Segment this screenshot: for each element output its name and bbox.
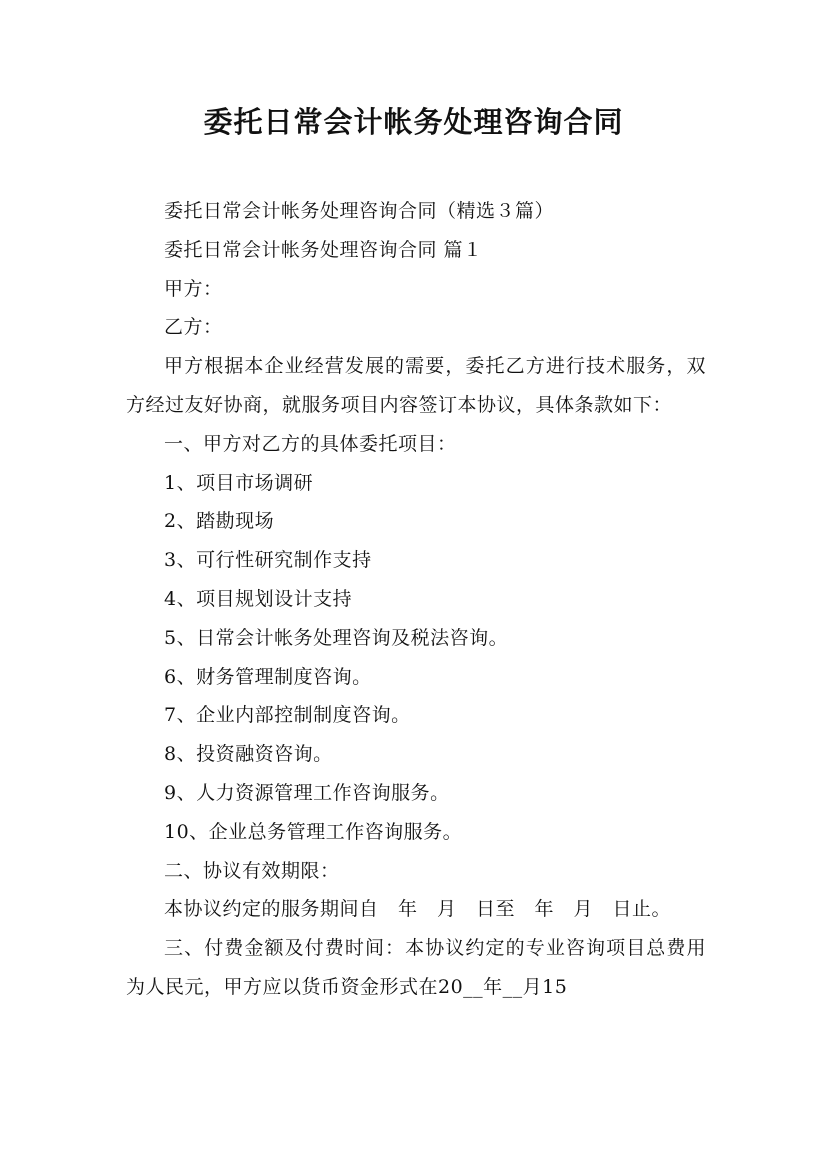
paragraph-preamble: 甲方根据本企业经营发展的需要，委托乙方进行技术服务，双方经过友好协商，就服务项目内容签订本协议，具体条款如下：: [126, 355, 706, 416]
paragraph-party-a: 甲方：: [164, 277, 223, 300]
paragraph-service-period: 本协议约定的服务期间自 年 月 日至 年 月 日止。: [164, 898, 672, 921]
list-item: 1、项目市场调研: [164, 471, 314, 494]
list-item: 10、企业总务管理工作咨询服务。: [164, 820, 463, 843]
document-title: 委托日常会计帐务处理咨询合同: [203, 105, 624, 139]
document-body: [126, 192, 706, 1007]
list-item: 8、投资融资咨询。: [164, 743, 333, 766]
list-item: 5、日常会计帐务处理咨询及税法咨询。: [164, 626, 509, 649]
list-item: 4、项目规划设计支持: [164, 587, 353, 610]
paragraph-clause-1-heading: 一、甲方对乙方的具体委托项目：: [164, 432, 457, 455]
paragraph-clause-2-heading: 二、协议有效期限：: [164, 859, 340, 882]
paragraph-party-b: 乙方：: [164, 316, 223, 339]
list-item: 9、人力资源管理工作咨询服务。: [164, 781, 450, 804]
paragraph-clause-3: 三、付费金额及付费时间：本协议约定的专业咨询项目总费用为人民元，甲方应以货币资金形式在20__年__月15: [126, 937, 706, 998]
list-item: 3、可行性研究制作支持: [164, 549, 372, 572]
paragraph-subtitle: 委托日常会计帐务处理咨询合同（精选３篇）: [164, 200, 555, 222]
list-item: 7、企业内部控制制度咨询。: [164, 704, 411, 727]
list-item: 6、财务管理制度咨询。: [164, 665, 372, 688]
list-item: 2、踏勘现场: [164, 510, 275, 533]
paragraph-section-heading: 委托日常会计帐务处理咨询合同 篇１: [164, 238, 483, 261]
